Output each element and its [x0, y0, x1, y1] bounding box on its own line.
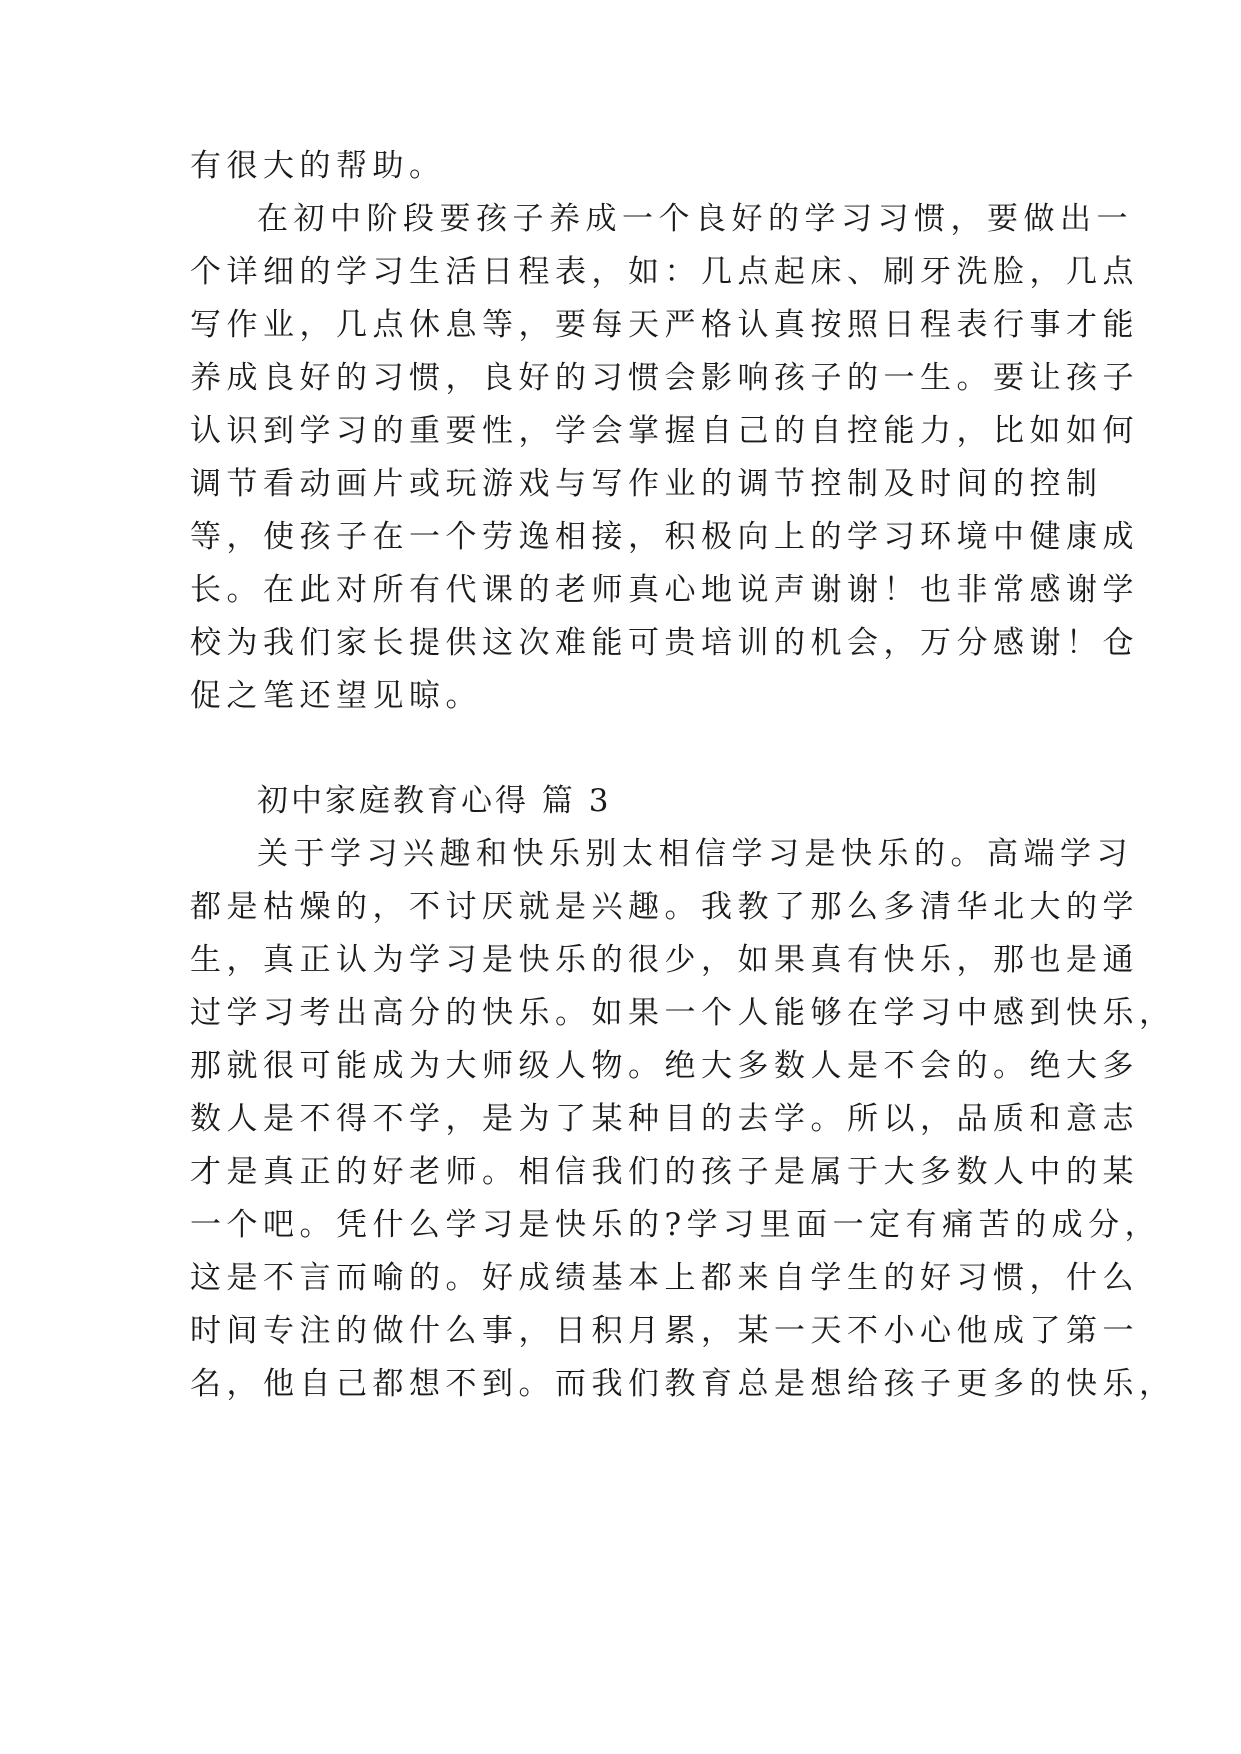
section-heading: 初中家庭教育心得 篇 3 [257, 783, 612, 819]
paragraph-line: 长。在此对所有代课的老师真心地说声谢谢！也非常感谢学 [190, 572, 1139, 608]
paragraph-line: 关于学习兴趣和快乐别太相信学习是快乐的。高端学习 [257, 836, 1133, 872]
paragraph-line: 一个吧。凭什么学习是快乐的?学习里面一定有痛苦的成分， [190, 1207, 1162, 1243]
paragraph-line: 名，他自己都想不到。而我们教育总是想给孩子更多的快乐， [190, 1366, 1176, 1402]
paragraph-line: 有很大的帮助。 [190, 148, 446, 184]
paragraph-line: 才是真正的好老师。相信我们的孩子是属于大多数人中的某 [190, 1154, 1139, 1190]
paragraph-line: 认识到学习的重要性，学会掌握自己的自控能力，比如如何 [190, 413, 1139, 449]
paragraph-line: 写作业，几点休息等，要每天严格认真按照日程表行事才能 [190, 307, 1139, 343]
paragraph-line: 那就很可能成为大师级人物。绝大多数人是不会的。绝大多 [190, 1048, 1139, 1084]
paragraph-line: 生，真正认为学习是快乐的很少，如果真有快乐，那也是通 [190, 942, 1139, 978]
paragraph-line: 数人是不得不学，是为了某种目的去学。所以，品质和意志 [190, 1101, 1139, 1137]
paragraph-line: 养成良好的习惯，良好的习惯会影响孩子的一生。要让孩子 [190, 360, 1139, 396]
paragraph-line: 过学习考出高分的快乐。如果一个人能够在学习中感到快乐， [190, 995, 1176, 1031]
paragraph-line: 都是枯燥的，不讨厌就是兴趣。我教了那么多清华北大的学 [190, 889, 1139, 925]
paragraph-line: 促之笔还望见晾。 [190, 678, 482, 714]
paragraph-line: 校为我们家长提供这次难能可贵培训的机会，万分感谢！仓 [190, 625, 1139, 661]
paragraph-line: 等，使孩子在一个劳逸相接，积极向上的学习环境中健康成 [190, 519, 1139, 555]
paragraph-line: 个详细的学习生活日程表，如：几点起床、刷牙洗脸，几点 [190, 254, 1139, 290]
paragraph-line: 这是不言而喻的。好成绩基本上都来自学生的好习惯，什么 [190, 1260, 1139, 1296]
paragraph-line: 时间专注的做什么事，日积月累，某一天不小心他成了第一 [190, 1313, 1139, 1349]
paragraph-line: 在初中阶段要孩子养成一个良好的学习习惯，要做出一 [257, 201, 1133, 237]
paragraph-line: 调节看动画片或玩游戏与写作业的调节控制及时间的控制 [190, 466, 1103, 502]
